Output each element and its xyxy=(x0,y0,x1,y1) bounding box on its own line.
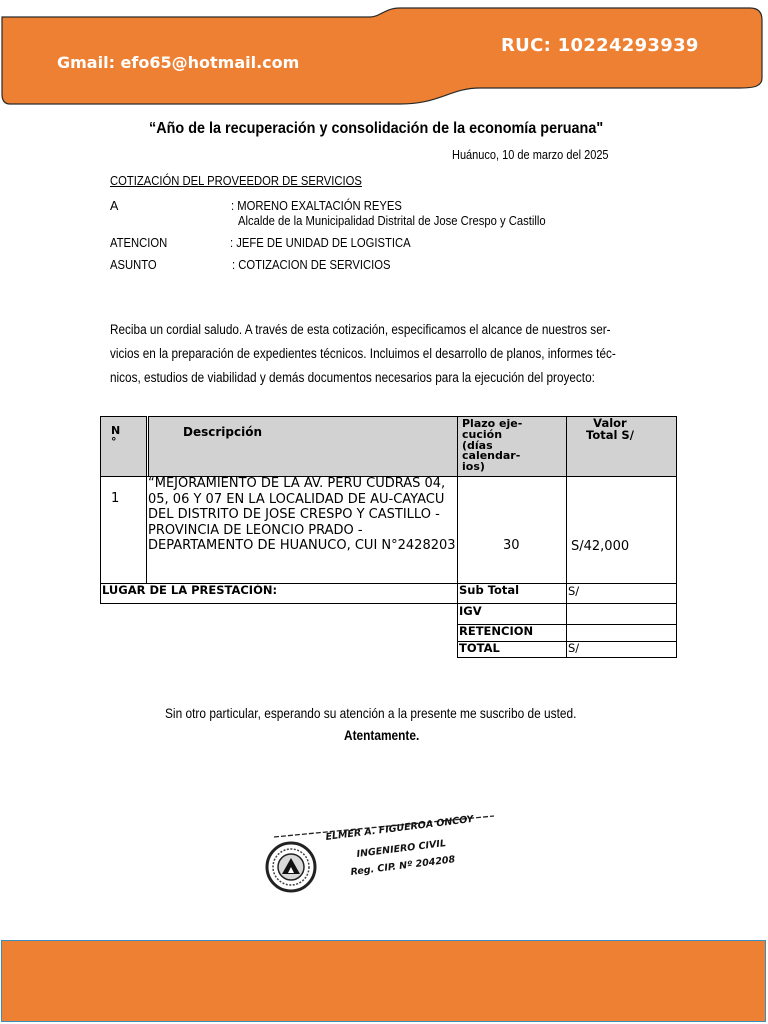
igv-label: IGV xyxy=(459,604,482,618)
subtotal-value-cell xyxy=(566,583,677,604)
field-asunto-value: : COTIZACION DE SERVICIOS xyxy=(232,258,391,272)
header-ruc: RUC: 10224293939 xyxy=(501,35,699,56)
signature-stamp xyxy=(262,810,507,900)
td-no: 1 xyxy=(111,491,120,506)
th-valor: Valor Total S/ xyxy=(586,416,634,442)
body-line-3: nicos, estudios de viabilidad y demás documentos necesarios para la ejecución del proyecto: xyxy=(110,370,595,385)
body-line-2: vicios en la preparación de expedientes técnicos. Incluimos el desarrollo de planos, informes téc- xyxy=(110,346,616,361)
td-no-cell xyxy=(100,476,147,584)
field-a-value-2: Alcalde de la Municipalidad Distrital de Jose Crespo y Castillo xyxy=(238,214,546,228)
atentamente: Atentamente. xyxy=(344,728,420,743)
retencion-value-cell xyxy=(566,624,677,642)
field-asunto-label: ASUNTO xyxy=(110,258,157,272)
td-desc: “MEJORAMIENTO DE LA AV. PERU CUDRAS 04, 05, 06 Y 07 EN LA LOCALIDAD DE AU-CAYACU DEL DISTRITO DE JOSE CRESPO Y CASTILLO - PROVINCIA DE LEONCIO PRADO - DEPARTAMENTO DE HUANUCO, CUI N°2428203 xyxy=(148,476,456,554)
retencion-label: RETENCION xyxy=(459,624,534,638)
header-email: Gmail: efo65@hotmail.com xyxy=(57,53,300,72)
field-atencion-value: : JEFE DE UNIDAD DE LOGISTICA xyxy=(230,236,411,250)
subtotal-value: S/ xyxy=(568,584,580,598)
td-valor: S/42,000 xyxy=(571,539,630,554)
signature-name: ELMER A. FIGUEROA ONCOY xyxy=(325,813,475,843)
field-a-value: : MORENO EXALTACIÓN REYES xyxy=(231,199,402,213)
th-no-cell xyxy=(100,416,147,477)
td-plazo: 30 xyxy=(503,538,520,553)
year-title: “Año de la recuperación y consolidación de la economía peruana" xyxy=(149,120,604,137)
th-plazo: Plazo eje- cución (días calendar- ios) xyxy=(462,417,523,474)
td-plazo-cell xyxy=(457,476,567,584)
th-no: N ° xyxy=(111,424,121,448)
th-desc: Descripción xyxy=(183,425,262,439)
footer-banner xyxy=(1,940,766,1022)
signature-reg: Reg. CIP. Nº 204208 xyxy=(350,854,456,878)
body-line-1: Reciba un cordial saludo. A través de esta cotización, especificamos el alcance de nuestros ser- xyxy=(110,322,611,337)
subtotal-label: Sub Total xyxy=(459,583,520,597)
field-atencion-label: ATENCION xyxy=(110,236,168,250)
total-label: TOTAL xyxy=(459,641,500,655)
signature-title: INGENIERO CIVIL xyxy=(356,838,447,860)
closing-text: Sin otro particular, esperando su atención a la presente me suscribo de usted. xyxy=(165,705,577,721)
field-a-label: A xyxy=(110,199,119,213)
total-value-cell xyxy=(566,641,677,658)
total-value: S/ xyxy=(568,641,580,655)
header-banner xyxy=(0,0,768,110)
lugar-label: LUGAR DE LA PRESTACIÓN: xyxy=(102,583,278,597)
subject-heading: COTIZACIÓN DEL PROVEEDOR DE SERVICIOS xyxy=(110,174,362,188)
td-valor-cell xyxy=(566,476,677,584)
igv-value-cell xyxy=(566,603,677,625)
place-date: Huánuco, 10 de marzo del 2025 xyxy=(452,148,609,162)
